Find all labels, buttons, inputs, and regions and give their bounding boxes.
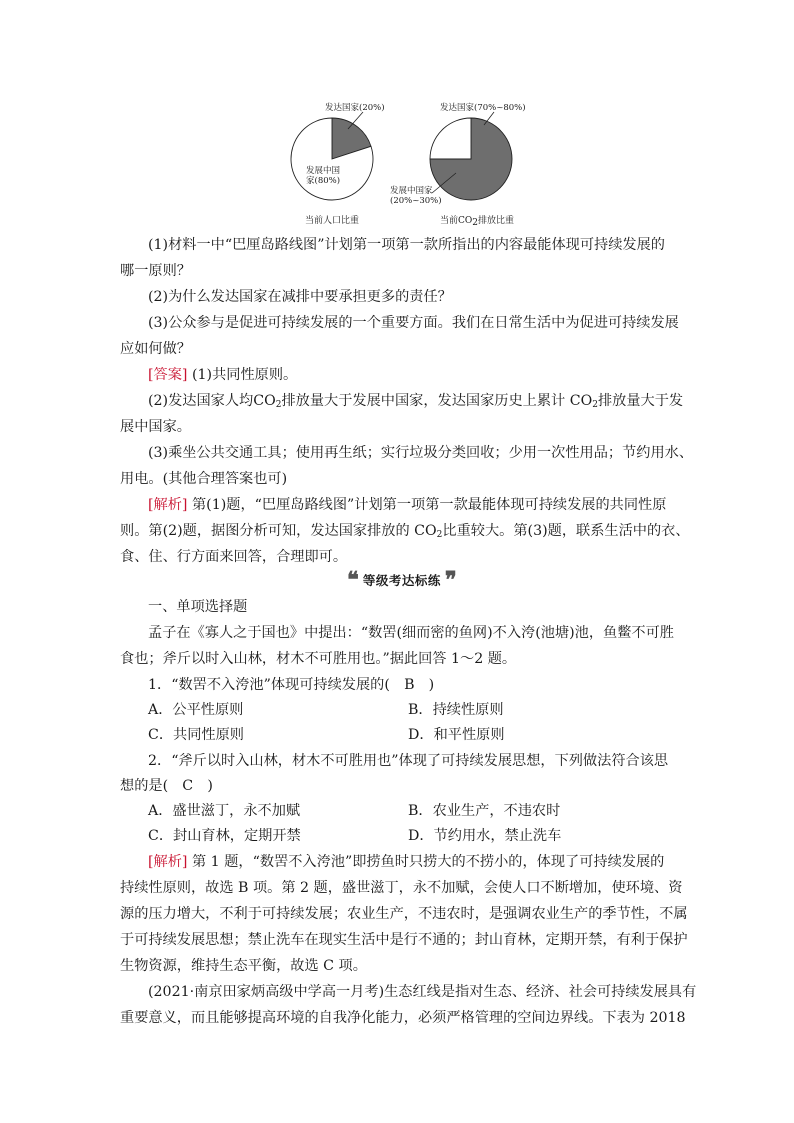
analysis-2-line-2: 持续性原则，故选 B 项。第 2 题，盛世滋丁，永不加赋，会使人口不断增加，使环境、资 (120, 880, 683, 896)
pie1-caption: 当前人口比重 (305, 216, 360, 226)
mc-q2-option-b: B．农业生产，不违农时 (408, 803, 561, 819)
answer-3-line-1: (3)乘坐公共交通工具；使用再生纸；实行垃圾分类回收；少用一次性用品；节约用水、 (148, 445, 694, 461)
pie-chart-population (291, 118, 373, 200)
pie1-devg-label-1: 发展中国 (306, 166, 341, 176)
analysis-2-line-4: 于可持续发展思想；禁止洗车在现实生活中是行不通的；封山育林，定期开禁，有利于保护 (120, 932, 688, 948)
section-banner (347, 567, 477, 593)
analysis-2-line-5: 生物资源，维持生态平衡，故选 C 项。 (120, 958, 367, 974)
passage-line-1: 孟子在《寡人之于国也》中提出：“数罟(细而密的鱼网)不入洿(池塘)池，鱼鳖不可胜 (148, 625, 674, 641)
right-quote-icon: ❞ (444, 567, 457, 593)
pie-chart-co2 (430, 118, 512, 200)
mc-q1-option-b: B．持续性原则 (408, 702, 504, 718)
analysis-2-tag: [解析] (148, 854, 188, 870)
answer-2-line-1: (2)发达国家人均$CO_2$排放量大于发展中国家，发达国家历史上累计 $CO_2$排放量大于发 (148, 393, 684, 410)
pie1-dev-label: 发达国家(20%) (325, 103, 385, 113)
analysis-tag: [解析] (148, 497, 188, 513)
question-2: (2)为什么发达国家在减排中要承担更多的责任？ (148, 289, 452, 305)
section-heading: 一、单项选择题 (148, 599, 248, 615)
mc-question-1: 1．“数罟不入洿池”体现可持续发展的( B ) (148, 677, 435, 693)
mc-q1-option-d: D．和平性原则 (408, 727, 505, 743)
final-paragraph-line-1: (2021·南京田家炳高级中学高一月考)生态红线是指对生态、经济、社会可持续发展具有 (148, 984, 697, 1000)
pie1-devg-label-2: 家(80%) (306, 176, 341, 186)
final-paragraph-line-2: 重要意义，而且能够提高环境的自我净化能力，必须严格管理的空间边界线。下表为 2018 (120, 1010, 686, 1026)
mc-question-2-line-2: 想的是( C ) (120, 778, 213, 794)
mc-question-2-line-1: 2．“斧斤以时入山林，材木不可胜用也”体现了可持续发展思想，下列做法符合该思 (148, 753, 669, 769)
pie-charts-figure (270, 95, 540, 230)
answer-3-line-2: 用电。(其他合理答案也可) (120, 471, 288, 487)
mc-q2-option-d: D．节约用水，禁止洗车 (408, 828, 562, 844)
passage-line-2: 食也；斧斤以时入山林，材木不可胜用也。”据此回答 1～2 题。 (120, 651, 517, 667)
analysis-2-line-1: [解析] 第 1 题，“数罟不入洿池”即捞鱼时只捞大的不捞小的，体现了可持续发展的 (148, 854, 665, 870)
pie2-dev-label: 发达国家(70%~80%) (440, 103, 526, 113)
mc-q1-option-a: A．公平性原则 (148, 702, 244, 718)
mc-q1-option-c: C．共同性原则 (148, 727, 244, 743)
analysis-1-line-1: [解析] 第(1)题，“巴厘岛路线图”计划第一项第一款最能体现可持续发展的共同性原 (148, 497, 667, 513)
section-banner-title: 等级考达标练 (362, 573, 441, 588)
analysis-1-line-2: 则。第(2)题，据图分析可知，发达国家排放的 $CO_2$比重较大。第(3)题，联系生活中的衣、 (120, 523, 690, 540)
pie2-devg-label-1: 发展中国家 (390, 186, 433, 196)
question-1-line-1: (1)材料一中“巴厘岛路线图”计划第一项第一款所指出的内容最能体现可持续发展的 (148, 237, 665, 253)
pie2-devg-label-2: (20%~30%) (390, 196, 442, 206)
answer-1: [答案] (1)共同性原则。 (148, 367, 298, 383)
pie2-caption: 当前$CO_2$排放比重 (440, 216, 515, 228)
analysis-2-line-3: 源的压力增大，不利于可持续发展；农业生产，不违农时，是强调农业生产的季节性，不属 (120, 906, 688, 922)
answer-tag: [答案] (148, 367, 188, 383)
answer-2-line-2: 展中国家。 (120, 419, 191, 435)
mc-q2-option-c: C．封山育林，定期开禁 (148, 828, 301, 844)
pie2-slice-developing (430, 118, 471, 159)
question-1-line-2: 哪一原则？ (120, 263, 191, 279)
question-3-line-2: 应如何做？ (120, 341, 191, 357)
left-quote-icon: ❝ (347, 567, 359, 593)
mc-q2-option-a: A．盛世滋丁，永不加赋 (148, 803, 301, 819)
question-3-line-1: (3)公众参与是促进可持续发展的一个重要方面。我们在日常生活中为促进可持续发展 (148, 315, 679, 331)
analysis-1-line-3: 食、住、行方面来回答，合理即可。 (120, 549, 348, 565)
